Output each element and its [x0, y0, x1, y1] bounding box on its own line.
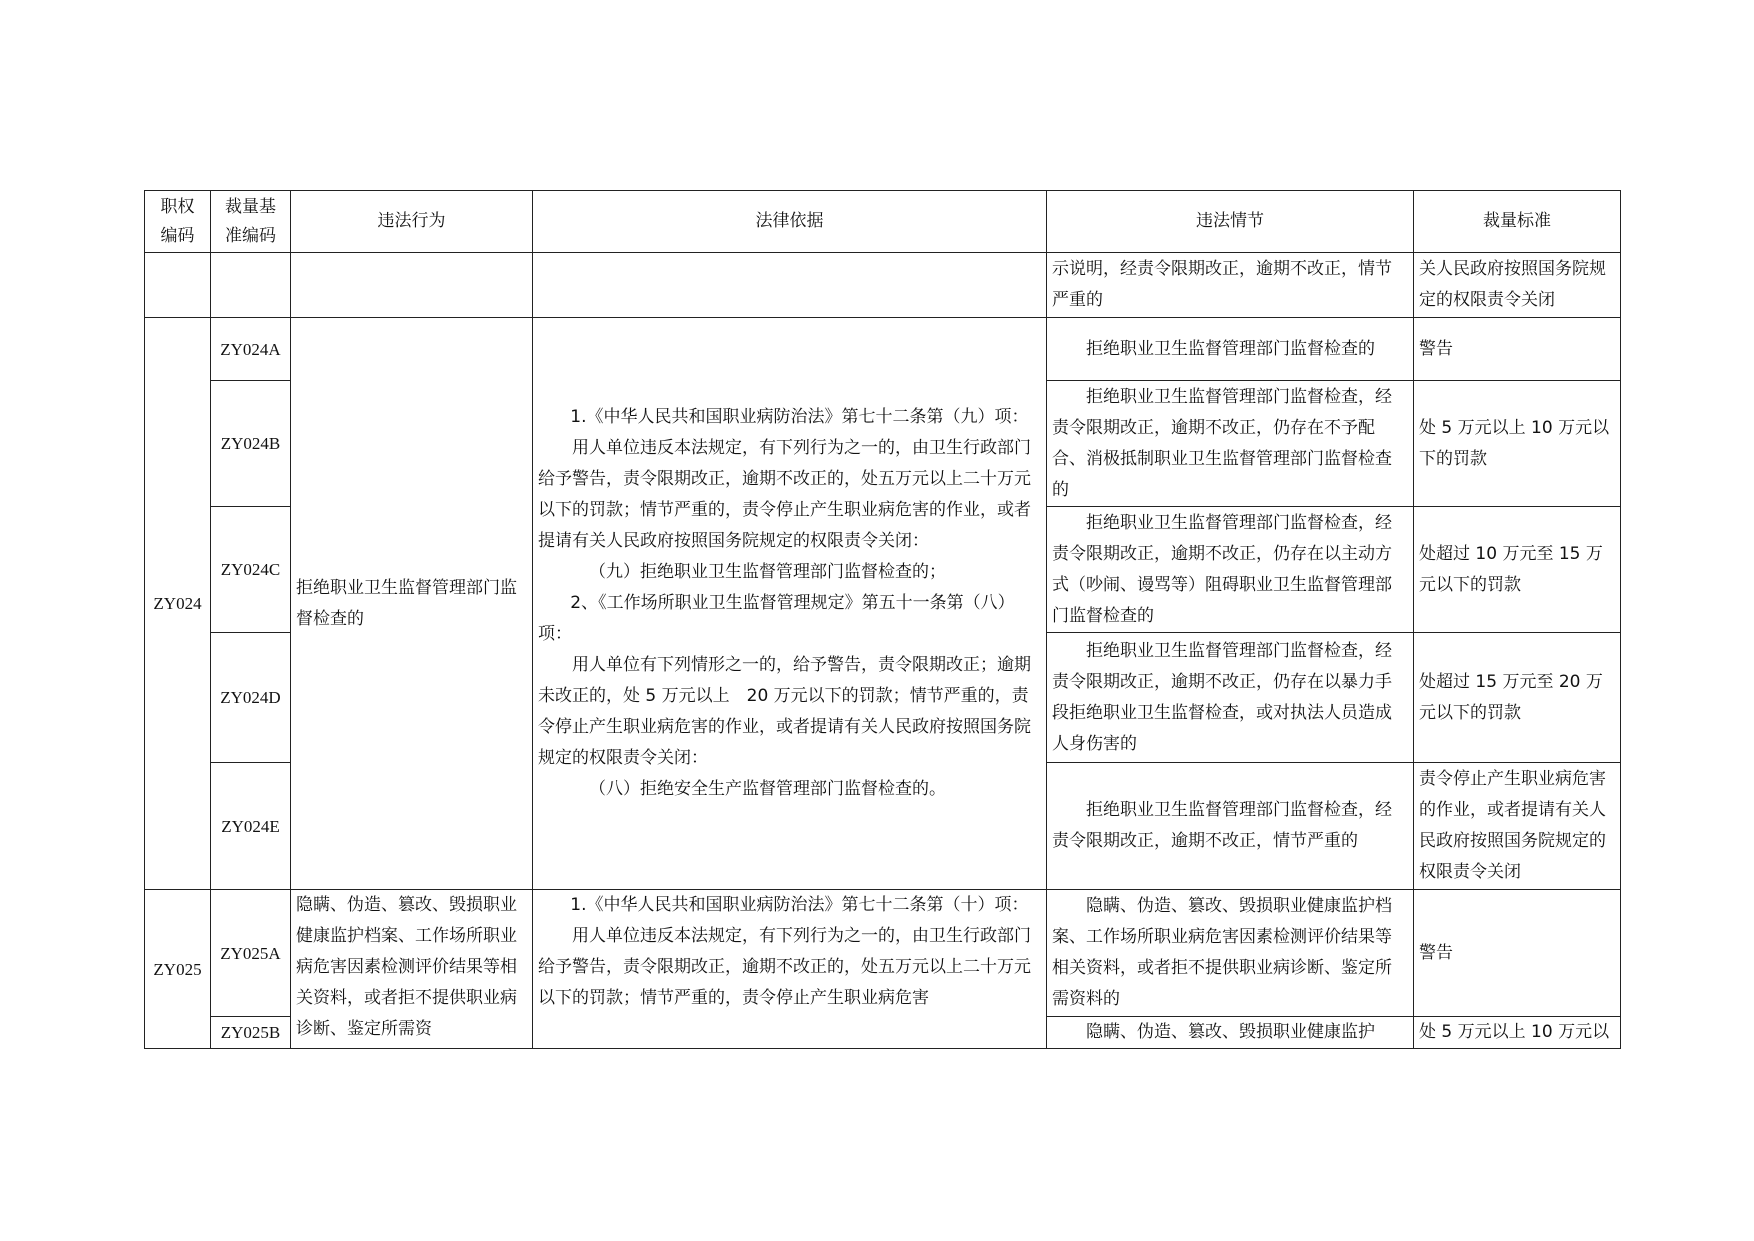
zy024d-circumstance	[1047, 633, 1414, 763]
zy024b-circumstance	[1047, 381, 1414, 507]
zy024e-standard: 责令停止产生职业病危害的作业，或者提请有关人民政府按照国务院规定的权限责令关闭	[1414, 763, 1621, 890]
zy025-legal-basis	[533, 890, 1047, 1049]
circumstance-text: 隐瞒、伪造、篡改、毁损职业健康监护档案、工作场所职业病危害因素检测评价结果等相关资料，或者拒不提供职业病诊断、鉴定所需资料的	[1052, 896, 1392, 1009]
circumstance-text: 拒绝职业卫生监督管理部门监督检查，经责令限期改正，逾期不改正，仍存在不予配合、消极抵制职业卫生监督管理部门监督检查的	[1052, 386, 1392, 500]
header-standard: 裁量标准	[1414, 191, 1621, 253]
zy024-behavior: 拒绝职业卫生监督管理部门监督检查的	[291, 318, 533, 890]
zy025-code: ZY025	[145, 890, 211, 1049]
cont-basis-cell	[533, 253, 1047, 318]
zy025-behavior	[291, 890, 533, 1049]
zy024-code: ZY024	[145, 318, 211, 890]
discretion-table	[144, 190, 1621, 1049]
cont-circumstance: 示说明，经责令限期改正，逾期不改正，情节严重的	[1047, 253, 1414, 318]
zy025b-sub-code: ZY025B	[211, 1017, 291, 1049]
zy024a-standard: 警告	[1414, 318, 1621, 381]
zy024b-standard: 处 5 万元以上 10 万元以下的罚款	[1414, 381, 1621, 507]
zy024-basis-line: （八）拒绝安全生产监督管理部门监督检查的。	[589, 779, 946, 799]
header-basis: 法律依据	[533, 191, 1047, 253]
zy025-basis-clip	[538, 890, 1041, 1045]
zy024-basis-line: 1.《中华人民共和国职业病防治法》第七十二条第（九）项：	[570, 407, 1029, 427]
zy025a-sub-code: ZY025A	[211, 890, 291, 1017]
zy024-basis-line: （九）拒绝职业卫生监督管理部门监督检查的；	[589, 562, 946, 582]
zy024c-circumstance	[1047, 507, 1414, 633]
zy025-behavior-clip	[296, 890, 527, 1045]
zy024b-sub-code: ZY024B	[211, 381, 291, 507]
zy024d-standard: 处超过 15 万元至 20 万元以下的罚款	[1414, 633, 1621, 763]
zy025a-circumstance	[1047, 890, 1414, 1017]
zy024a-sub-code: ZY024A	[211, 318, 291, 381]
cont-sub-cell	[211, 253, 291, 318]
header-code-text: 职权 编码	[160, 196, 195, 246]
circumstance-text: 拒绝职业卫生监督管理部门监督检查，经责令限期改正，逾期不改正，仍存在以暴力手段拒绝职业卫生监督检查，或对执法人员造成人身伤害的	[1052, 640, 1392, 754]
cont-code-cell	[145, 253, 211, 318]
zy025b-standard: 处 5 万元以上 10 万元以	[1414, 1017, 1621, 1049]
header-behavior: 违法行为	[291, 191, 533, 253]
zy024-basis-line: 用人单位有下列情形之一的，给予警告，责令限期改正；逾期未改正的，处 5 万元以上 20 万元以下的罚款；情节严重的，责令停止产生职业病危害的作业，或者提请有关人民政府按照国务院规定的权限责令关闭：	[538, 655, 1031, 768]
zy025-basis-line: 用人单位违反本法规定，有下列行为之一的，由卫生行政部门给予警告，责令限期改正，逾期不改正的，处五万元以上二十万元以下的罚款；情节严重的，责令停止产生职业病危害	[538, 926, 1031, 1008]
table-row	[145, 318, 1621, 381]
zy024d-sub-code: ZY024D	[211, 633, 291, 763]
zy024e-circumstance	[1047, 763, 1414, 890]
zy024e-sub-code: ZY024E	[211, 763, 291, 890]
circumstance-text: 隐瞒、伪造、篡改、毁损职业健康监护	[1086, 1022, 1375, 1042]
circumstance-text: 拒绝职业卫生监督管理部门监督检查，经责令限期改正，逾期不改正，仍存在以主动方式（吵闹、谩骂等）阻碍职业卫生监督管理部门监督检查的	[1052, 512, 1392, 626]
zy024c-sub-code: ZY024C	[211, 507, 291, 633]
zy025b-circumstance	[1047, 1017, 1414, 1049]
circumstance-text: 拒绝职业卫生监督管理部门监督检查，经责令限期改正，逾期不改正，情节严重的	[1052, 800, 1392, 851]
header-sub-code	[211, 191, 291, 253]
continuation-row	[145, 253, 1621, 318]
zy024-basis-line: 用人单位违反本法规定，有下列行为之一的，由卫生行政部门给予警告，责令限期改正，逾期不改正的，处五万元以上二十万元以下的罚款；情节严重的，责令停止产生职业病危害的作业，或者提请有关人民政府按照国务院规定的权限责令关闭：	[538, 438, 1031, 551]
header-sub-code-text: 裁量基 准编码	[225, 196, 276, 246]
zy024c-standard: 处超过 10 万元至 15 万元以下的罚款	[1414, 507, 1621, 633]
zy025a-standard: 警告	[1414, 890, 1621, 1017]
cont-behavior-cell	[291, 253, 533, 318]
zy025-basis-line: 1.《中华人民共和国职业病防治法》第七十二条第（十）项：	[570, 895, 1029, 915]
header-code	[145, 191, 211, 253]
zy024-basis-line: 2、《工作场所职业卫生监督管理规定》第五十一条第（八）项：	[538, 593, 1015, 644]
header-row	[145, 191, 1621, 253]
circumstance-text: 拒绝职业卫生监督管理部门监督检查的	[1086, 338, 1375, 359]
table-row	[145, 890, 1621, 1017]
cont-standard: 关人民政府按照国务院规定的权限责令关闭	[1414, 253, 1621, 318]
zy025-behavior-text: 隐瞒、伪造、篡改、毁损职业健康监护档案、工作场所职业病危害因素检测评价结果等相关资料，或者拒不提供职业病诊断、鉴定所需资	[296, 895, 517, 1039]
zy024a-circumstance	[1047, 318, 1414, 381]
header-circumstance: 违法情节	[1047, 191, 1414, 253]
zy024-legal-basis	[533, 318, 1047, 890]
